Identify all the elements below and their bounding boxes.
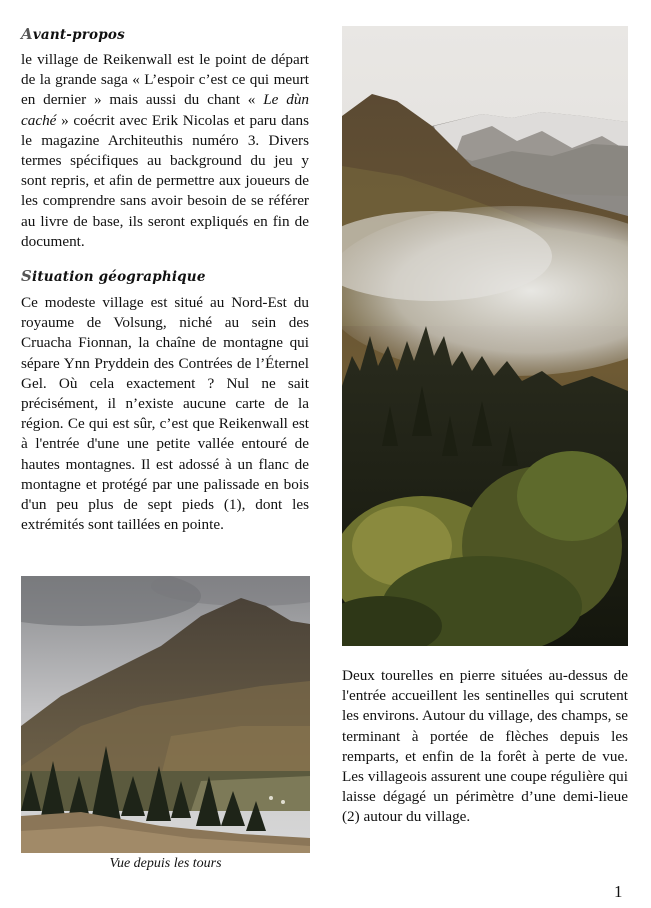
- heading-initial: S: [21, 267, 33, 285]
- heading-avant-propos: [21, 25, 125, 43]
- heading-text: ituation géographique: [32, 269, 206, 285]
- mountain-forest-photo: [342, 26, 628, 646]
- paragraph-text-2: » coécrit avec Erik Nicolas et paru dans le magazine Architeuthis numéro 3. Divers termes spécifiques au background du jeu y sont repris, et afin de permettre aux joueurs de les comprendre sans avoir besoin de se référer au livre de base, ils seront expliqués en fin de document.: [21, 111, 309, 250]
- paragraph-tourelles: Deux tourelles en pierre situées au-dessus de l'entrée accueillent les sentinelles qui scrutent les environs. Autour du village, des champs, se terminant à portée de flèches depuis les remparts, et enfin de la forêt à perte de vue. Les villageois assurent une coupe régulière qui laisse dégagé un périmètre d’une demi-lieue (2) autour du village.: [342, 667, 628, 826]
- heading-situation-geographique: [21, 267, 206, 285]
- valley-view-photo: [21, 576, 310, 853]
- paragraph-avant-propos: [21, 50, 309, 252]
- song-title: Le dùn caché: [21, 91, 310, 129]
- paragraph-text-1: le village de Reikenwall est le point de départ de la grande saga « L’espoir c’est ce qui meurt en dernier » mais aussi du chant «: [21, 51, 309, 109]
- paragraph-situation: Ce modeste village est situé au Nord-Est du royaume de Volsung, niché au sein des Cruacha Fionnan, la chaîne de montagne qui sépare Ynn Pryddein des Contrées de l’Éternel Gel. Où cela exactement ? Nul ne sait précisément, il n’existe aucune carte de la région. Ce qui est sûr, c’est que Reikenwall est à l'entrée d'une une petite vallée entouré de hautes montagnes. Il est adossé à un flanc de montagne et protégé par une palissade en bois d'un peu plus de sept pieds (1), dont les extrémités sont taillées en pointe.: [21, 294, 309, 534]
- heading-initial: A: [21, 25, 33, 43]
- photo-caption: Vue depuis les tours: [109, 856, 222, 871]
- page-number: 1: [614, 882, 623, 901]
- heading-text: vant-propos: [32, 27, 125, 43]
